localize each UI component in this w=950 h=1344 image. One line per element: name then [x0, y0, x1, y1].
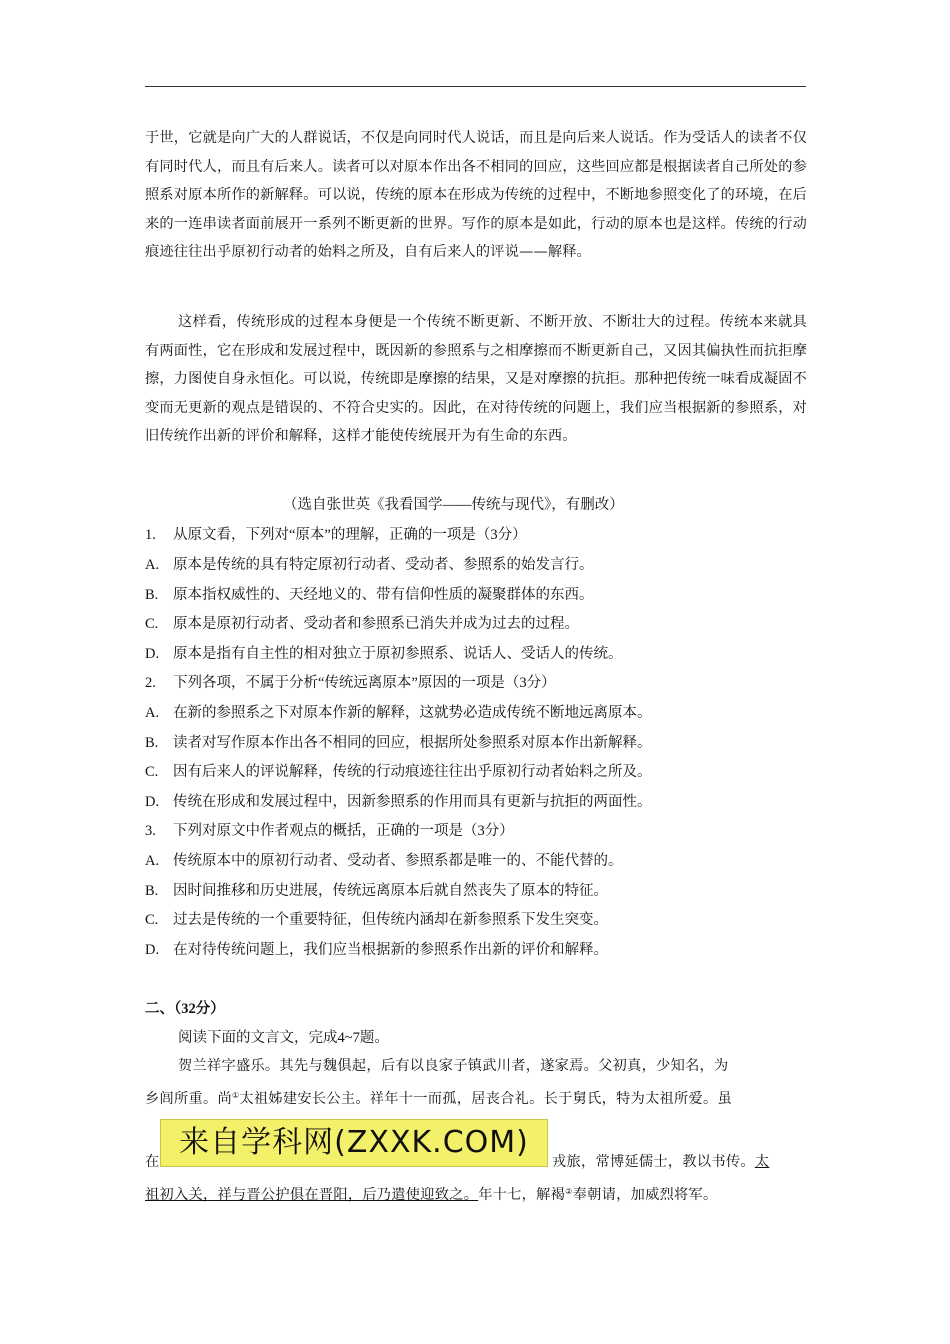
footnote-marker-2: ② [565, 1187, 573, 1196]
question-3-option-a: A. 传统原本中的原初行动者、受动者、参照系都是唯一的、不能代替的。 [145, 853, 623, 869]
question-3-option-d: D. 在对待传统问题上，我们应当根据新的参照系作出新的评价和解释。 [145, 942, 608, 958]
header-rule [145, 86, 806, 87]
question-3-option-c: C. 过去是传统的一个重要特征，但传统内涵却在新参照系下发生突变。 [145, 912, 608, 928]
classical-line-1: 贺兰祥字盛乐。其先与魏俱起，后有以良家子镇武川者，遂家焉。父初真，少知名，为 [178, 1058, 729, 1074]
underlined-sentence: 祖初入关，祥与晋公护俱在晋阳，后乃遣使迎致之。 [145, 1187, 479, 1203]
question-2-option-c: C. 因有后来人的评说解释，传统的行动痕迹往往出乎原初行动者始料之所及。 [145, 764, 652, 780]
classical-line-3b: 戎旅，常博延儒士，教以书传。太 [552, 1154, 770, 1170]
question-2-stem: 2. 下列各项，不属于分析“传统远离原本”原因的一项是（3分） [145, 675, 556, 691]
question-1-option-a: A. 原本是传统的具有特定原初行动者、受动者、参照系的始发言行。 [145, 557, 594, 573]
footnote-marker-1: ① [231, 1091, 240, 1100]
classical-line-2: 乡闾所重。尚①太祖姊建安长公主。祥年十一而孤，居丧合礼。长于舅氏，特为太祖所爱。虽 [145, 1091, 732, 1107]
classical-line-4: 祖初入关，祥与晋公护俱在晋阳，后乃遣使迎致之。年十七，解褐②奉朝请，加威烈将军。 [145, 1187, 718, 1203]
question-3-stem: 3. 下列对原文中作者观点的概括，正确的一项是（3分） [145, 823, 514, 839]
question-1-stem: 1. 从原文看，下列对“原本”的理解，正确的一项是（3分） [145, 527, 527, 543]
section-2-intro: 阅读下面的文言文，完成4~7题。 [178, 1030, 389, 1046]
watermark-banner: 来自学科网(ZXXK.COM) [160, 1119, 548, 1167]
question-2-option-a: A. 在新的参照系之下对原本作新的解释，这就势必造成传统不断地远离原本。 [145, 705, 652, 721]
passage-paragraph-2: 这样看，传统形成的过程本身便是一个传统不断更新、不断开放、不断壮大的过程。传统本来就具有两面性，它在形成和发展过程中，既因新的参照系与之相摩擦而不断更新自己，又因其偏执性而抗拒摩擦，力图使自身永恒化。可以说，传统即是摩擦的结果，又是对摩擦的抗拒。那种把传统一味看成凝固不变而无更新的观点是错误的、不符合史实的。因此，在对待传统的问题上，我们应当根据新的参照系，对旧传统作出新的评价和解释，这样才能使传统展开为有生命的东西。 [145, 314, 807, 444]
section-2-heading: 二、（32分） [145, 1001, 225, 1017]
classical-line-3a: 在 [145, 1154, 160, 1170]
question-2-option-d: D. 传统在形成和发展过程中，因新参照系的作用而具有更新与抗拒的两面性。 [145, 794, 652, 810]
question-1-option-c: C. 原本是原初行动者、受动者和参照系已消失并成为过去的过程。 [145, 616, 579, 632]
question-3-option-b: B. 因时间推移和历史进展，传统远离原本后就自然丧失了原本的特征。 [145, 883, 608, 899]
question-1-option-b: B. 原本指权威性的、天经地义的、带有信仰性质的凝聚群体的东西。 [145, 587, 594, 603]
question-1-option-d: D. 原本是指有自主性的相对独立于原初参照系、说话人、受话人的传统。 [145, 646, 623, 662]
passage-paragraph-1: 于世，它就是向广大的人群说话，不仅是向同时代人说话，而且是向后来人说话。作为受话人的读者不仅有同时代人，而且有后来人。读者可以对原本作出各不相同的回应，这些回应都是根据读者自己所处的参照系对原本所作的新解释。可以说，传统的原本在形成为传统的过程中，不断地参照变化了的环境，在后来的一连串读者面前展开一系列不断更新的世界。写作的原本是如此，行动的原本也是这样。传统的行动痕迹往往出乎原初行动者的始料之所及，自有后来人的评说——解释。 [145, 130, 807, 260]
passage-source: （选自张世英《我看国学——传统与现代》，有删改） [283, 497, 624, 513]
question-2-option-b: B. 读者对写作原本作出各不相同的回应，根据所处参照系对原本作出新解释。 [145, 735, 652, 751]
